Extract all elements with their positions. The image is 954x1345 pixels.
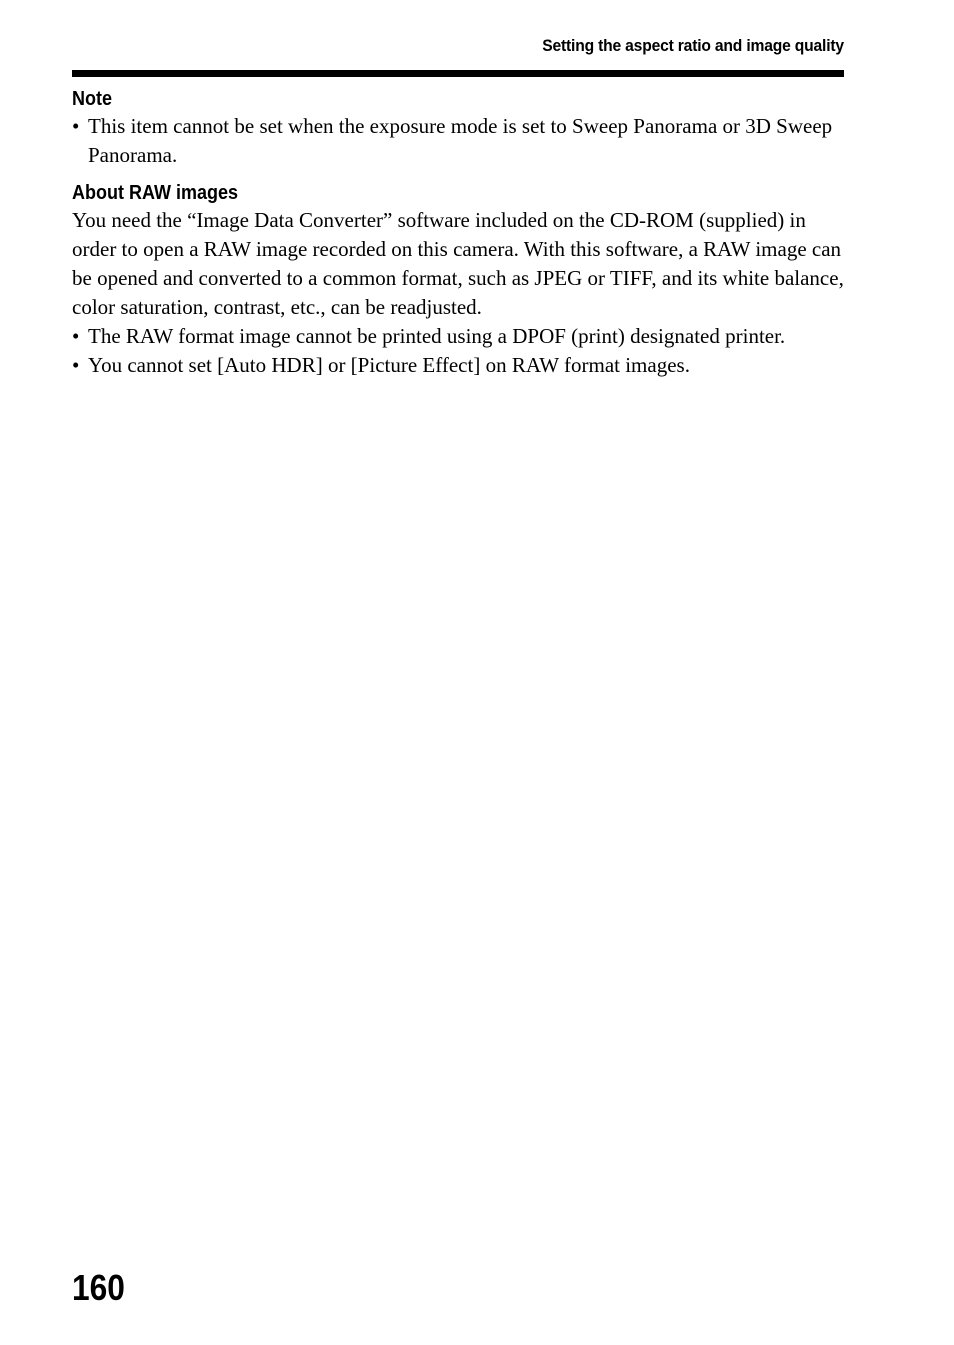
- raw-bullet-text: The RAW format image cannot be printed using a DPOF (print) designated printer.: [88, 324, 786, 348]
- page-number: 160: [72, 1267, 125, 1308]
- page-content: [72, 86, 844, 380]
- running-header: Setting the aspect ratio and image quality: [542, 36, 844, 55]
- note-bullet-text: This item cannot be set when the exposure mode is set to Sweep Panorama or 3D Sweep Panorama.: [88, 114, 833, 167]
- bullet-dot: •: [72, 353, 80, 377]
- header-rule: [72, 70, 844, 77]
- note-bullet: [72, 112, 844, 170]
- raw-bullet-text: You cannot set [Auto HDR] or [Picture Effect] on RAW format images.: [88, 353, 690, 377]
- raw-bullet-effects: [72, 351, 844, 380]
- bullet-dot: •: [72, 114, 80, 138]
- bullet-dot: •: [72, 324, 80, 348]
- raw-bullet-dpof: [72, 322, 844, 351]
- about-raw-heading: About RAW images: [72, 182, 239, 204]
- about-raw-paragraph: You need the “Image Data Converter” software included on the CD-ROM (supplied) in order to open a RAW image recorded on this camera. With this software, a RAW image can be opened and converted to a common format, such as JPEG or TIFF, and its white balance, color saturation, contrast, etc., can be readjusted.: [72, 208, 844, 319]
- note-heading: Note: [72, 88, 113, 110]
